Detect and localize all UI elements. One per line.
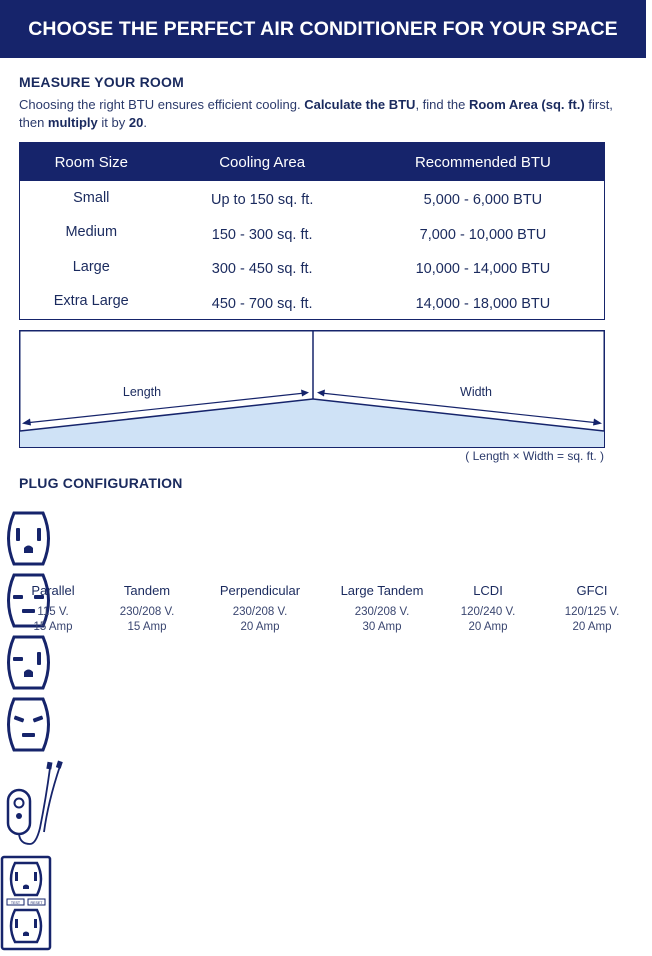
plug-amp: 30 Amp — [362, 621, 402, 633]
header-room-size: Room Size — [54, 153, 128, 171]
cooling-area-cell: 150 - 300 sq. ft. — [211, 226, 313, 243]
plug-name: GFCI — [576, 583, 608, 598]
btu-table-header — [20, 143, 604, 181]
measure-section-title: MEASURE YOUR ROOM — [19, 74, 184, 90]
table-row — [20, 183, 604, 218]
cooling-area-cell: 300 - 450 sq. ft. — [211, 261, 313, 278]
table-row — [20, 218, 604, 253]
cooling-area-cell: Up to 150 sq. ft. — [210, 192, 314, 209]
perpendicular-outlet-icon — [0, 634, 57, 691]
btu-cell: 5,000 - 6,000 BTU — [423, 192, 543, 209]
room-size-cell: Medium — [65, 224, 118, 241]
area-formula: ( Length × Width = sq. ft. ) — [465, 449, 604, 463]
header-banner — [0, 0, 646, 58]
page-title: CHOOSE THE PERFECT AIR CONDITIONER FOR YOUR SPACE — [28, 17, 618, 40]
plug-section-title: PLUG CONFIGURATION — [19, 475, 183, 491]
large-tandem-outlet-icon — [0, 696, 57, 753]
gfci-test-label: TEST — [10, 900, 21, 905]
plug-name: Large Tandem — [340, 583, 424, 598]
width-label: Width — [460, 385, 492, 399]
length-label: Length — [122, 385, 162, 399]
parallel-outlet-icon — [0, 510, 57, 567]
plug-amp: 20 Amp — [572, 621, 612, 633]
room-diagram — [19, 330, 605, 448]
gfci-outlet-icon — [0, 855, 52, 951]
plug-name: Parallel — [31, 583, 75, 598]
cooling-area-cell: 450 - 700 sq. ft. — [211, 295, 313, 312]
plug-name: Tandem — [123, 583, 171, 598]
plug-name: LCDI — [473, 583, 503, 598]
measure-intro: Choosing the right BTU ensures efficient cooling. Calculate the BTU, find the Room Area (sq. ft.) first, then multiply it by 20. — [19, 97, 613, 130]
plug-amp: 15 Amp — [33, 621, 73, 633]
btu-cell: 7,000 - 10,000 BTU — [419, 226, 547, 243]
plug-voltage: 230/208 V. — [232, 606, 288, 618]
btu-cell: 10,000 - 14,000 BTU — [415, 261, 551, 278]
room-size-cell: Extra Large — [53, 293, 129, 310]
plug-voltage: 230/208 V. — [119, 606, 175, 618]
btu-cell: 14,000 - 18,000 BTU — [415, 295, 551, 312]
plug-voltage: 120/125 V. — [564, 606, 620, 618]
btu-table — [19, 142, 605, 320]
lcdi-plug-icon — [0, 758, 70, 850]
plug-configurations — [0, 510, 646, 905]
plug-voltage: 120/240 V. — [460, 606, 516, 618]
plug-voltage: 115 V. — [37, 606, 69, 618]
header-recommended-btu: Recommended BTU — [414, 153, 551, 171]
room-diagram-svg — [19, 330, 605, 448]
header-cooling-area: Cooling Area — [219, 153, 306, 171]
plug-voltage: 230/208 V. — [354, 606, 410, 618]
plug-amp: 20 Amp — [468, 621, 508, 633]
table-row — [20, 287, 604, 322]
room-size-cell: Large — [72, 258, 110, 275]
plug-amp: 15 Amp — [127, 621, 167, 633]
table-row — [20, 252, 604, 287]
room-size-cell: Small — [73, 189, 110, 206]
gfci-reset-label: RESET — [30, 900, 43, 905]
plug-amp: 20 Amp — [240, 621, 280, 633]
plug-name: Perpendicular — [219, 583, 301, 598]
